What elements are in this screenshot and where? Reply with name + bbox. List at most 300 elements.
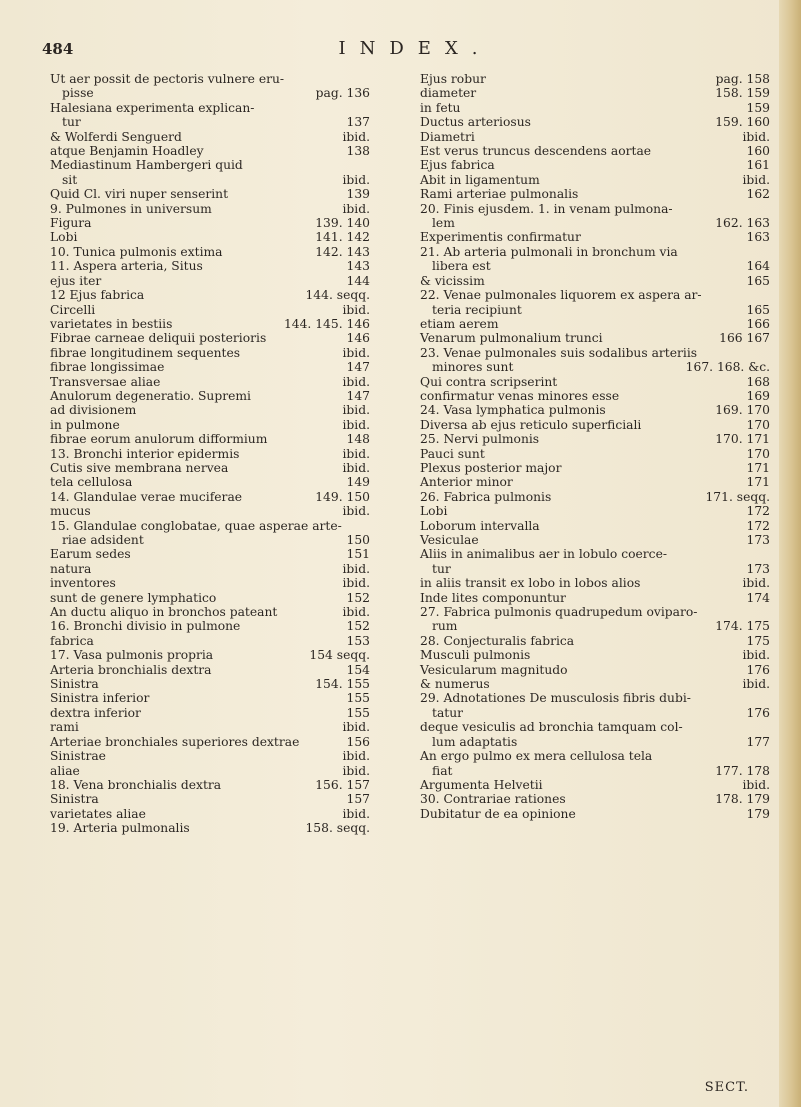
index-entry	[420, 519, 770, 533]
entry-text: 10. Tunica pulmonis extima	[50, 244, 223, 259]
entry-page-ref: 159	[746, 100, 770, 115]
entry-text: Figura	[50, 216, 92, 231]
index-entry	[420, 130, 770, 144]
entry-text: atque Benjamin Hoadley	[50, 144, 204, 159]
index-entry	[50, 187, 370, 201]
entry-page-ref: 177	[746, 734, 770, 749]
index-entry	[50, 778, 370, 792]
entry-text: Abit in ligamentum	[420, 172, 540, 187]
index-entry	[420, 547, 770, 561]
index-entry	[50, 375, 370, 389]
index-entry	[50, 691, 370, 705]
index-entry	[50, 216, 370, 230]
entry-page-ref: ibid.	[742, 648, 770, 663]
index-entry	[420, 432, 770, 446]
index-entry	[420, 187, 770, 201]
index-entry	[50, 619, 370, 633]
index-entry	[50, 706, 370, 720]
entry-text: ejus iter	[50, 273, 102, 288]
entry-page-ref: pag. 136	[315, 86, 370, 101]
entry-text: pisse	[62, 86, 94, 101]
entry-text: Pauci sunt	[420, 446, 485, 461]
entry-page-ref: 169. 170	[715, 403, 770, 418]
entry-text: & numerus	[420, 677, 490, 692]
index-entry	[50, 202, 370, 216]
index-entry	[420, 375, 770, 389]
index-entry	[50, 101, 370, 115]
entry-text: Aliis in animalibus aer in lobulo coerce-	[420, 547, 668, 562]
index-entry	[420, 245, 770, 259]
page-header	[40, 38, 760, 64]
entry-page-ref: 162	[746, 187, 770, 202]
index-entry	[420, 418, 770, 432]
entry-text: sunt de genere lymphatico	[50, 590, 217, 605]
entry-page-ref: 157	[346, 792, 370, 807]
index-entry	[50, 403, 370, 417]
index-entry	[420, 706, 770, 720]
entry-page-ref: ibid.	[342, 446, 370, 461]
index-entry	[420, 447, 770, 461]
entry-page-ref: ibid.	[342, 749, 370, 764]
index-entry	[50, 475, 370, 489]
entry-text: Rami arteriae pulmonalis	[420, 187, 579, 202]
entry-text: libera est	[432, 259, 491, 274]
entry-text: tur	[62, 115, 81, 130]
index-entry	[50, 144, 370, 158]
entry-page-ref: ibid.	[342, 460, 370, 475]
entry-text: tela cellulosa	[50, 475, 133, 490]
entry-page-ref: 154. 155	[315, 677, 370, 692]
index-entry	[420, 230, 770, 244]
entry-text: mucus	[50, 504, 91, 519]
page-title: INDEX.	[338, 38, 492, 59]
entry-page-ref: 161	[746, 158, 770, 173]
index-entry	[420, 86, 770, 100]
entry-page-ref: 170	[746, 446, 770, 461]
index-entry	[420, 72, 770, 86]
entry-page-ref: 137	[346, 115, 370, 130]
index-entry	[50, 792, 370, 806]
entry-text: Sinistra	[50, 677, 99, 692]
entry-text: fabrica	[50, 633, 94, 648]
index-entry	[420, 634, 770, 648]
index-entry	[50, 303, 370, 317]
index-entry	[50, 418, 370, 432]
entry-page-ref: 163	[746, 230, 770, 245]
index-entry	[50, 274, 370, 288]
entry-page-ref: 152	[346, 590, 370, 605]
entry-page-ref: 154	[346, 662, 370, 677]
index-entry	[50, 735, 370, 749]
entry-text: Halesiana experimenta explican-	[50, 100, 255, 115]
entry-text: 15. Glandulae conglobatae, quae asperae arte-	[50, 518, 342, 533]
index-entry	[420, 317, 770, 331]
entry-page-ref: 158. 159	[715, 86, 770, 101]
entry-text: An ductu aliquo in bronchos pateant	[50, 605, 278, 620]
index-entry	[50, 173, 370, 187]
index-entry	[50, 86, 370, 100]
entry-page-ref: 172	[746, 504, 770, 519]
entry-page-ref: pag. 158	[715, 72, 770, 86]
entry-text: natura	[50, 561, 92, 576]
index-entry	[420, 619, 770, 633]
entry-text: Arteriae bronchiales superiores dextrae	[50, 734, 300, 749]
entry-text: Anterior minor	[420, 475, 513, 490]
entry-page-ref: 166	[746, 316, 770, 331]
entry-page-ref: 149. 150	[315, 489, 370, 504]
entry-page-ref: ibid.	[342, 129, 370, 144]
index-entry	[420, 562, 770, 576]
entry-page-ref: 165	[746, 302, 770, 317]
entry-page-ref: 168	[746, 374, 770, 389]
entry-page-ref: ibid.	[342, 172, 370, 187]
entry-text: tatur	[432, 705, 464, 720]
entry-text: in pulmone	[50, 417, 120, 432]
entry-text: fiat	[432, 763, 453, 778]
entry-text: Fibrae carneae deliquii posterioris	[50, 331, 267, 346]
entry-text: Vesicularum magnitudo	[420, 662, 568, 677]
index-entry	[50, 807, 370, 821]
entry-page-ref: 149	[346, 475, 370, 490]
entry-page-ref: 173	[746, 533, 770, 547]
index-entry	[50, 519, 370, 533]
index-entry	[50, 663, 370, 677]
entry-text: minores sunt	[432, 360, 514, 375]
entry-text: Loborum intervalla	[420, 518, 540, 533]
entry-text: Ductus arteriosus	[420, 115, 531, 130]
entry-page-ref: 147	[346, 360, 370, 375]
entry-page-ref: 169	[746, 388, 770, 403]
entry-text: Lobi	[50, 230, 78, 245]
entry-text: Diametri	[420, 129, 475, 144]
index-entry	[420, 101, 770, 115]
index-entry	[50, 259, 370, 273]
index-entry	[50, 360, 370, 374]
index-entry	[50, 490, 370, 504]
index-entry	[420, 331, 770, 345]
index-entry	[50, 749, 370, 763]
entry-page-ref: ibid.	[342, 720, 370, 735]
entry-text: 13. Bronchi interior epidermis	[50, 446, 240, 461]
entry-text: Dubitatur de ea opinione	[420, 806, 576, 821]
entry-text: Ut aer possit de pectoris vulnere eru-	[50, 72, 285, 86]
entry-text: 22. Venae pulmonales liquorem ex aspera ar-	[420, 288, 702, 303]
page-number: 484	[42, 40, 74, 58]
index-entry	[420, 533, 770, 547]
entry-text: 25. Nervi pulmonis	[420, 432, 540, 447]
entry-page-ref: ibid.	[742, 576, 770, 591]
entry-page-ref: ibid.	[342, 302, 370, 317]
index-entry	[420, 648, 770, 662]
entry-text: tur	[432, 561, 451, 576]
index-entry	[420, 173, 770, 187]
entry-page-ref: ibid.	[342, 403, 370, 418]
index-entry	[50, 447, 370, 461]
entry-page-ref: ibid.	[342, 345, 370, 360]
entry-page-ref: 142. 143	[315, 244, 370, 259]
entry-text: Qui contra scripserint	[420, 374, 558, 389]
entry-text: 23. Venae pulmonales suis sodalibus arteriis	[420, 345, 698, 360]
index-entry	[50, 389, 370, 403]
index-entry	[50, 821, 370, 835]
entry-text: 20. Finis ejusdem. 1. in venam pulmona-	[420, 201, 673, 216]
entry-page-ref: 144	[346, 273, 370, 288]
entry-page-ref: 174. 175	[715, 619, 770, 634]
index-entry	[420, 403, 770, 417]
index-entry	[50, 605, 370, 619]
entry-text: lem	[432, 216, 455, 231]
index-entry	[420, 778, 770, 792]
entry-text: 14. Glandulae verae muciferae	[50, 489, 243, 504]
index-entry	[50, 648, 370, 662]
entry-text: Sinistra	[50, 792, 99, 807]
entry-text: etiam aerem	[420, 316, 499, 331]
entry-text: Mediastinum Hambergeri quid	[50, 158, 243, 173]
entry-page-ref: 167. 168. &c.	[685, 360, 770, 375]
entry-page-ref: 141. 142	[315, 230, 370, 245]
entry-text: 9. Pulmones in universum	[50, 201, 212, 216]
entry-text: & vicissim	[420, 273, 485, 288]
entry-page-ref: ibid.	[342, 561, 370, 576]
entry-page-ref: 152	[346, 619, 370, 634]
entry-text: Musculi pulmonis	[420, 648, 531, 663]
index-entry	[420, 274, 770, 288]
entry-text: in fetu	[420, 100, 461, 115]
index-entry	[50, 230, 370, 244]
entry-page-ref: 156. 157	[315, 777, 370, 792]
entry-text: rum	[432, 619, 458, 634]
index-entry	[50, 576, 370, 590]
entry-page-ref: 178. 179	[715, 792, 770, 807]
entry-page-ref: 170	[746, 417, 770, 432]
entry-text: 21. Ab arteria pulmonali in bronchum via	[420, 244, 678, 259]
index-entry	[50, 432, 370, 446]
index-entry	[50, 562, 370, 576]
entry-page-ref: 162. 163	[715, 216, 770, 231]
entry-text: diameter	[420, 86, 477, 101]
entry-text: sit	[62, 172, 78, 187]
index-entry	[420, 158, 770, 172]
entry-text: Plexus posterior major	[420, 460, 562, 475]
entry-page-ref: ibid.	[342, 605, 370, 620]
entry-page-ref: ibid.	[342, 763, 370, 778]
entry-text: 28. Conjecturalis fabrica	[420, 633, 575, 648]
index-entry	[50, 591, 370, 605]
index-entry	[420, 677, 770, 691]
index-entry	[420, 735, 770, 749]
index-entry	[50, 533, 370, 547]
index-entry	[420, 490, 770, 504]
index-entry	[420, 576, 770, 590]
entry-page-ref: ibid.	[742, 677, 770, 692]
index-column-left	[50, 72, 370, 836]
entry-text: Transversae aliae	[50, 374, 161, 389]
entry-text: & Wolferdi Senguerd	[50, 129, 182, 144]
entry-text: Est verus truncus descendens aortae	[420, 144, 652, 159]
entry-text: deque vesiculis ad bronchia tamquam col-	[420, 720, 683, 735]
index-entry	[420, 346, 770, 360]
entry-page-ref: 144. seqq.	[305, 288, 370, 303]
entry-text: 24. Vasa lymphatica pulmonis	[420, 403, 606, 418]
index-entry	[50, 504, 370, 518]
index-entry	[50, 677, 370, 691]
entry-page-ref: 146	[346, 331, 370, 346]
index-entry	[50, 634, 370, 648]
index-entry	[420, 663, 770, 677]
entry-text: dextra inferior	[50, 705, 141, 720]
entry-text: Inde lites componuntur	[420, 590, 566, 605]
entry-page-ref: ibid.	[342, 576, 370, 591]
index-entry	[50, 115, 370, 129]
index-column-right	[420, 72, 770, 821]
index-entry	[50, 245, 370, 259]
entry-page-ref: 147	[346, 388, 370, 403]
entry-text: Argumenta Helvetii	[420, 777, 543, 792]
entry-page-ref: 171	[746, 475, 770, 490]
index-entry	[420, 720, 770, 734]
entry-page-ref: 150	[346, 533, 370, 547]
index-entry	[420, 691, 770, 705]
entry-page-ref: 160	[746, 144, 770, 159]
entry-text: Cutis sive membrana nervea	[50, 460, 229, 475]
entry-text: Anulorum degeneratio. Supremi	[50, 388, 251, 403]
entry-page-ref: 153	[346, 633, 370, 648]
entry-page-ref: ibid.	[342, 504, 370, 519]
entry-text: confirmatur venas minores esse	[420, 388, 620, 403]
entry-page-ref: 143	[346, 259, 370, 274]
entry-page-ref: 155	[346, 705, 370, 720]
index-entry	[420, 360, 770, 374]
entry-text: aliae	[50, 763, 80, 778]
entry-page-ref: 155	[346, 691, 370, 706]
entry-page-ref: 144. 145. 146	[283, 316, 370, 331]
entry-page-ref: 177. 178	[715, 763, 770, 778]
entry-text: 18. Vena bronchialis dextra	[50, 777, 222, 792]
entry-text: 11. Aspera arteria, Situs	[50, 259, 203, 274]
entry-page-ref: ibid.	[742, 172, 770, 187]
entry-text: Circelli	[50, 302, 96, 317]
index-entry	[420, 475, 770, 489]
index-entry	[420, 144, 770, 158]
index-entry	[50, 461, 370, 475]
entry-text: 12 Ejus fabrica	[50, 288, 145, 303]
index-entry	[50, 317, 370, 331]
catchword: SECT.	[704, 1080, 749, 1095]
entry-text: fibrae eorum anulorum difformium	[50, 432, 268, 447]
index-entry	[420, 792, 770, 806]
entry-page-ref: ibid.	[742, 777, 770, 792]
entry-text: 19. Arteria pulmonalis	[50, 821, 190, 836]
index-entry	[50, 764, 370, 778]
index-entry	[420, 749, 770, 763]
entry-page-ref: 172	[746, 518, 770, 533]
index-entry	[420, 461, 770, 475]
entry-page-ref: ibid.	[342, 806, 370, 821]
index-entry	[420, 288, 770, 302]
entry-page-ref: 171	[746, 460, 770, 475]
entry-text: inventores	[50, 576, 116, 591]
entry-text: 17. Vasa pulmonis propria	[50, 648, 214, 663]
entry-page-ref: ibid.	[342, 374, 370, 389]
entry-page-ref: 158. seqq.	[305, 821, 370, 836]
entry-text: Diversa ab ejus reticulo superficiali	[420, 417, 642, 432]
index-entry	[420, 605, 770, 619]
entry-page-ref: 139	[346, 187, 370, 202]
entry-text: Earum sedes	[50, 547, 131, 562]
entry-page-ref: 151	[346, 547, 370, 562]
entry-page-ref: 165	[746, 273, 770, 288]
page-edge	[779, 0, 801, 1107]
index-entry	[50, 547, 370, 561]
entry-page-ref: ibid.	[742, 129, 770, 144]
entry-text: Lobi	[420, 504, 448, 519]
entry-page-ref: 170. 171	[715, 432, 770, 447]
entry-text: 27. Fabrica pulmonis quadrupedum oviparo-	[420, 605, 698, 620]
index-entry	[420, 115, 770, 129]
entry-page-ref: 173	[746, 561, 770, 576]
index-entry	[50, 130, 370, 144]
entry-text: in aliis transit ex lobo in lobos alios	[420, 576, 641, 591]
entry-page-ref: 174	[746, 590, 770, 605]
entry-text: fibrae longissimae	[50, 360, 165, 375]
entry-text: 29. Adnotationes De musculosis fibris dubi-	[420, 691, 691, 706]
entry-page-ref: 171. seqq.	[705, 489, 770, 504]
entry-text: varietates in bestiis	[50, 316, 173, 331]
entry-text: Vesiculae	[420, 533, 479, 547]
entry-text: Arteria bronchialis dextra	[50, 662, 212, 677]
index-entry	[420, 216, 770, 230]
entry-page-ref: 166 167	[719, 331, 770, 346]
index-entry	[420, 807, 770, 821]
index-entry	[50, 288, 370, 302]
entry-page-ref: 175	[746, 633, 770, 648]
entry-page-ref: ibid.	[342, 417, 370, 432]
entry-page-ref: 176	[746, 662, 770, 677]
entry-text: fibrae longitudinem sequentes	[50, 345, 241, 360]
entry-page-ref: 138	[346, 144, 370, 159]
entry-text: riae adsident	[62, 533, 144, 547]
entry-text: lum adaptatis	[432, 734, 518, 749]
entry-page-ref: 176	[746, 705, 770, 720]
entry-page-ref: 159. 160	[715, 115, 770, 130]
index-entry	[420, 504, 770, 518]
index-entry	[420, 303, 770, 317]
entry-page-ref: 154 seqq.	[309, 648, 370, 663]
entry-page-ref: 148	[346, 432, 370, 447]
entry-page-ref: ibid.	[342, 201, 370, 216]
entry-text: varietates aliae	[50, 806, 146, 821]
entry-page-ref: 179	[746, 806, 770, 821]
entry-text: Venarum pulmonalium trunci	[420, 331, 603, 346]
index-entry	[50, 720, 370, 734]
entry-text: ad divisionem	[50, 403, 137, 418]
entry-text: rami	[50, 720, 79, 735]
entry-page-ref: 156	[346, 734, 370, 749]
entry-page-ref: 139. 140	[315, 216, 370, 231]
entry-text: 26. Fabrica pulmonis	[420, 489, 552, 504]
entry-text: Sinistrae	[50, 749, 106, 764]
entry-page-ref: 164	[746, 259, 770, 274]
entry-text: Experimentis confirmatur	[420, 230, 581, 245]
index-entry	[50, 346, 370, 360]
entry-text: Quid Cl. viri nuper senserint	[50, 187, 229, 202]
index-entry	[50, 331, 370, 345]
index-entry	[420, 389, 770, 403]
entry-text: An ergo pulmo ex mera cellulosa tela	[420, 749, 653, 764]
index-entry	[420, 591, 770, 605]
index-entry	[420, 764, 770, 778]
index-entry	[420, 202, 770, 216]
